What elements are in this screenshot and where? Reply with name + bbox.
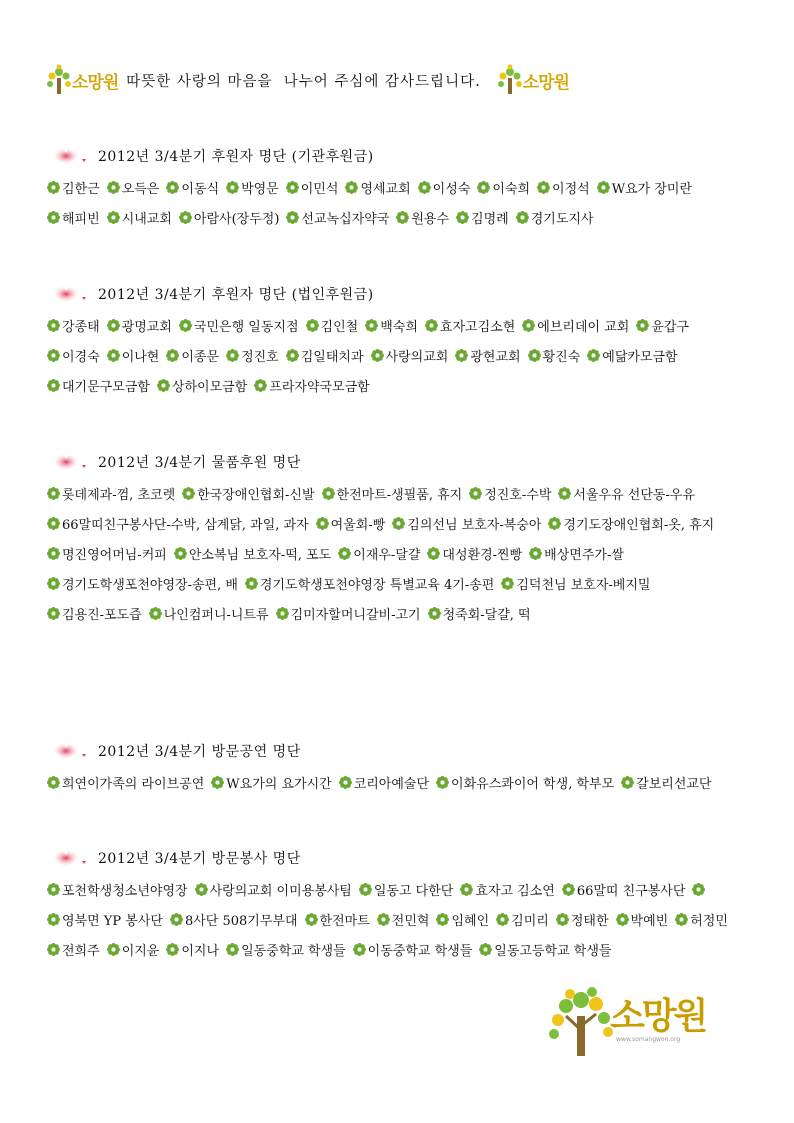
clover-leaf-icon <box>521 318 536 333</box>
name-item <box>46 541 167 571</box>
name-text: 영세교회 <box>360 182 411 197</box>
name-text: 김인철 <box>320 320 359 335</box>
name-text: 이경숙 <box>62 350 100 365</box>
name-list <box>46 175 746 235</box>
name-text: 상하이모금함 <box>171 380 248 395</box>
name-text: 광명교회 <box>121 320 172 335</box>
name-item <box>555 907 609 937</box>
name-item <box>395 205 449 235</box>
name-item <box>344 175 410 205</box>
name-item <box>674 907 728 937</box>
name-item <box>275 601 421 631</box>
clover-leaf-icon <box>148 606 163 621</box>
section-title <box>46 449 746 475</box>
tree-icon <box>546 986 616 1058</box>
name-text: 대기문구모금함 <box>62 380 150 395</box>
clover-leaf-icon <box>468 486 483 501</box>
name-text: 롯데제과-껌, 초코렛 <box>62 488 176 503</box>
name-text: 김명례 <box>471 212 509 227</box>
clover-leaf-icon <box>344 180 359 195</box>
name-text: 에브리데이 교회 <box>537 320 630 335</box>
name-item <box>210 770 331 800</box>
name-text: 정진호 <box>241 350 279 365</box>
name-text: 박영문 <box>241 182 279 197</box>
heart-bullet <box>46 847 92 869</box>
clover-leaf-icon <box>46 210 61 225</box>
name-item <box>454 343 520 373</box>
section-title <box>46 845 746 871</box>
name-text: 사랑의교회 이미용봉사팀 <box>209 884 352 899</box>
clover-leaf-icon <box>46 546 61 561</box>
heart-bullet <box>46 451 92 473</box>
clover-leaf-icon <box>674 912 689 927</box>
clover-leaf-icon <box>435 775 450 790</box>
section-title-text: 2012년 3/4분기 방문봉사 명단 <box>98 851 301 867</box>
clover-leaf-icon <box>370 348 385 363</box>
clover-leaf-icon <box>225 942 240 957</box>
clover-leaf-icon <box>391 516 406 531</box>
clover-leaf-icon <box>46 516 61 531</box>
name-item <box>424 313 515 343</box>
name-text: 효자고 김소연 <box>475 884 555 899</box>
name-text: 정진호-수박 <box>484 488 552 503</box>
tree-icon <box>44 64 74 96</box>
clover-leaf-icon <box>454 348 469 363</box>
name-item <box>528 541 624 571</box>
name-text: 66말띠 친구봉사단 <box>576 884 686 899</box>
name-text: 오득은 <box>121 182 160 197</box>
name-item <box>46 907 163 937</box>
clover-leaf-icon <box>315 516 330 531</box>
clover-leaf-icon <box>352 942 367 957</box>
name-text: 국민은행 일동지점 <box>193 320 299 335</box>
name-text: 여울회-빵 <box>330 518 386 533</box>
clover-leaf-icon <box>515 210 530 225</box>
name-text: 김용진-포도즙 <box>62 608 142 623</box>
clover-leaf-icon <box>417 180 432 195</box>
name-text: 김미자할머니갈비-고기 <box>290 608 421 623</box>
tree-icon <box>495 64 525 96</box>
somangwon-logo-right <box>495 63 569 97</box>
name-item <box>46 937 100 967</box>
clover-leaf-icon <box>210 775 225 790</box>
clover-leaf-icon <box>691 882 706 897</box>
name-text: 일동중학교 학생들 <box>241 944 346 959</box>
name-text: 이화유스콰이어 학생, 학부모 <box>451 777 615 792</box>
name-text: 이종문 <box>181 350 220 365</box>
clover-leaf-icon <box>547 516 562 531</box>
name-list <box>46 481 746 631</box>
name-item <box>106 937 160 967</box>
name-item <box>315 511 386 541</box>
clover-leaf-icon <box>46 882 61 897</box>
name-item <box>691 877 707 907</box>
name-text: 아람사(장두정) <box>193 212 280 227</box>
clover-leaf-icon <box>305 318 320 333</box>
clover-leaf-icon <box>46 912 61 927</box>
section-title <box>46 143 746 169</box>
clover-leaf-icon <box>181 486 196 501</box>
name-text: 이숙희 <box>492 182 531 197</box>
name-item <box>194 877 352 907</box>
name-text: 대성환경-찐빵 <box>442 548 523 563</box>
name-text: 청죽회-달걀, 떡 <box>442 608 531 623</box>
name-list <box>46 313 746 403</box>
clover-leaf-icon <box>106 942 121 957</box>
name-item <box>46 877 188 907</box>
name-item <box>46 313 100 343</box>
name-text: 서울우유 선단동-우유 <box>573 488 695 503</box>
name-text: 김한근 <box>62 182 100 197</box>
clover-leaf-icon <box>165 180 180 195</box>
clover-leaf-icon <box>46 606 61 621</box>
name-item <box>106 343 160 373</box>
name-item <box>181 481 314 511</box>
name-item <box>285 205 389 235</box>
name-text: 전희주 <box>62 944 100 959</box>
name-item <box>253 373 369 403</box>
clover-leaf-icon <box>426 546 441 561</box>
clover-leaf-icon <box>459 882 474 897</box>
clover-leaf-icon <box>106 210 121 225</box>
clover-leaf-icon <box>194 882 209 897</box>
clover-leaf-icon <box>337 546 352 561</box>
clover-leaf-icon <box>586 348 601 363</box>
name-text: 선교녹십자약국 <box>301 212 390 227</box>
name-item <box>225 343 279 373</box>
name-text: 시내교회 <box>121 212 172 227</box>
name-text: 김일태치과 <box>300 350 364 365</box>
name-item <box>173 541 331 571</box>
name-item <box>435 907 489 937</box>
name-text: 예닮카모금함 <box>602 350 678 365</box>
name-item <box>178 205 280 235</box>
clover-leaf-icon <box>46 775 61 790</box>
bottom-logo-url: www.somangwon.org <box>616 1036 681 1043</box>
clover-leaf-icon <box>500 576 515 591</box>
name-item <box>459 877 554 907</box>
clover-leaf-icon <box>46 378 61 393</box>
clover-leaf-icon <box>46 180 61 195</box>
name-text: 명진영어머님-커피 <box>62 548 167 563</box>
clover-leaf-icon <box>285 210 300 225</box>
name-item <box>635 313 689 343</box>
name-text: 66말띠친구봉사단-수박, 삼계닭, 과일, 과자 <box>62 518 309 533</box>
name-item <box>468 481 551 511</box>
name-text: 한전마트-생필품, 휴지 <box>336 488 463 503</box>
name-item <box>391 511 541 541</box>
name-item <box>495 907 549 937</box>
name-text: 원용수 <box>411 212 450 227</box>
name-item <box>46 373 150 403</box>
name-item <box>370 343 449 373</box>
clover-leaf-icon <box>106 180 121 195</box>
name-item <box>106 313 172 343</box>
name-item <box>527 343 581 373</box>
name-text: 8사단 508기무부대 <box>184 914 298 929</box>
name-text: 사랑의교회 <box>385 350 449 365</box>
clover-leaf-icon <box>338 775 353 790</box>
name-item <box>478 937 611 967</box>
name-text: 허정민 <box>690 914 728 929</box>
clover-leaf-icon <box>225 180 240 195</box>
name-item <box>376 907 430 937</box>
name-item <box>169 907 298 937</box>
clover-leaf-icon <box>395 210 410 225</box>
name-item <box>305 313 359 343</box>
name-item <box>337 541 420 571</box>
name-item <box>615 907 669 937</box>
clover-leaf-icon <box>285 348 300 363</box>
clover-leaf-icon <box>178 210 193 225</box>
header-line <box>44 62 644 98</box>
clover-leaf-icon <box>253 378 268 393</box>
name-item <box>46 205 100 235</box>
name-item <box>596 175 692 205</box>
clover-leaf-icon <box>304 912 319 927</box>
name-text: 이지윤 <box>121 944 160 959</box>
section-institution-donors <box>46 143 746 235</box>
clover-leaf-icon <box>106 348 121 363</box>
clover-leaf-icon <box>376 912 391 927</box>
name-text: 경기도학생포천야영장 특별교육 4기-송편 <box>259 578 495 593</box>
clover-leaf-icon <box>536 180 551 195</box>
clover-leaf-icon <box>596 180 611 195</box>
name-text: 김미리 <box>511 914 549 929</box>
name-item <box>285 343 364 373</box>
clover-leaf-icon <box>244 576 259 591</box>
clover-leaf-icon <box>46 318 61 333</box>
name-item <box>106 175 160 205</box>
name-item <box>561 877 686 907</box>
name-text: 갈보리선교단 <box>636 777 712 792</box>
clover-leaf-icon <box>165 348 180 363</box>
name-item <box>178 313 299 343</box>
clover-leaf-icon <box>46 486 61 501</box>
name-item <box>46 770 204 800</box>
name-item <box>244 571 494 601</box>
name-text: 나인컴퍼니-니트류 <box>163 608 269 623</box>
clover-leaf-icon <box>46 942 61 957</box>
name-text: W요가의 요가시간 <box>226 777 332 792</box>
section-visit-volunteers <box>46 845 746 967</box>
name-text: 한국장애인협회-신발 <box>197 488 315 503</box>
clover-leaf-icon <box>615 912 630 927</box>
name-item <box>46 601 142 631</box>
name-item <box>225 175 279 205</box>
name-item <box>156 373 247 403</box>
section-visit-performances <box>46 738 746 800</box>
name-item <box>165 175 219 205</box>
clover-leaf-icon <box>169 912 184 927</box>
clover-leaf-icon <box>476 180 491 195</box>
name-text: 포천학생청소년야영장 <box>62 884 188 899</box>
clover-leaf-icon <box>178 318 193 333</box>
name-text: 광현교회 <box>470 350 521 365</box>
name-text: 희연이가족의 라이브공연 <box>62 777 205 792</box>
name-item <box>106 205 172 235</box>
clover-leaf-icon <box>528 546 543 561</box>
name-item <box>500 571 650 601</box>
name-item <box>547 511 714 541</box>
clover-leaf-icon <box>455 210 470 225</box>
logo-text: 소망원 <box>72 72 119 93</box>
name-item <box>304 907 370 937</box>
name-text: 영북면 YP 봉사단 <box>62 914 163 929</box>
name-item <box>476 175 530 205</box>
name-text: 강종태 <box>62 320 100 335</box>
name-item <box>165 937 219 967</box>
name-text: 프라자약국모금함 <box>269 380 370 395</box>
name-item <box>352 937 473 967</box>
clover-leaf-icon <box>321 486 336 501</box>
clover-leaf-icon <box>275 606 290 621</box>
heart-bullet <box>46 145 92 167</box>
name-item <box>46 343 100 373</box>
name-item <box>46 511 309 541</box>
name-item <box>46 175 100 205</box>
clover-leaf-icon <box>106 318 121 333</box>
logo-text: 소망원 <box>522 72 569 93</box>
name-list <box>46 877 746 967</box>
section-title <box>46 281 746 307</box>
name-item <box>417 175 471 205</box>
name-text: 이민석 <box>300 182 339 197</box>
name-item <box>620 770 711 800</box>
name-item <box>426 541 522 571</box>
section-title-text: 2012년 3/4분기 방문공연 명단 <box>98 744 301 760</box>
clover-leaf-icon <box>156 378 171 393</box>
clover-leaf-icon <box>46 348 61 363</box>
name-list <box>46 770 746 800</box>
name-text: 황진숙 <box>542 350 581 365</box>
name-text: 정태한 <box>570 914 609 929</box>
name-item <box>148 601 269 631</box>
name-item <box>536 175 590 205</box>
clover-leaf-icon <box>364 318 379 333</box>
name-text: 이정석 <box>552 182 590 197</box>
heart-bullet <box>46 740 92 762</box>
name-text: 윤갑구 <box>651 320 689 335</box>
clover-leaf-icon <box>46 576 61 591</box>
name-text: 안소복님 보호자-떡, 포도 <box>188 548 332 563</box>
name-item <box>521 313 629 343</box>
heart-icon <box>46 145 92 167</box>
name-text: 이성숙 <box>432 182 471 197</box>
clover-leaf-icon <box>358 882 373 897</box>
name-item <box>364 313 418 343</box>
name-item <box>46 481 175 511</box>
name-item <box>358 877 453 907</box>
bottom-logo-text: 소망원 <box>610 996 706 1037</box>
name-text: 이지나 <box>181 944 220 959</box>
name-item <box>515 205 594 235</box>
name-item <box>165 343 219 373</box>
clover-leaf-icon <box>561 882 576 897</box>
name-item <box>557 481 695 511</box>
clover-leaf-icon <box>527 348 542 363</box>
section-title-text: 2012년 3/4분기 후원자 명단 (법인후원금) <box>98 287 374 303</box>
name-text: 김덕천님 보호자-베지밀 <box>516 578 651 593</box>
name-item <box>46 571 238 601</box>
name-text: 임혜인 <box>451 914 490 929</box>
heart-icon <box>46 847 92 869</box>
name-text: 박예빈 <box>630 914 669 929</box>
name-item <box>338 770 429 800</box>
name-text: 백숙희 <box>380 320 418 335</box>
name-text: 일동고 다한단 <box>373 884 454 899</box>
name-text: 이나현 <box>121 350 160 365</box>
clover-leaf-icon <box>427 606 442 621</box>
somangwon-logo-left <box>44 63 118 97</box>
clover-leaf-icon <box>557 486 572 501</box>
clover-leaf-icon <box>225 348 240 363</box>
name-item <box>225 937 346 967</box>
name-text: W요가 장미란 <box>611 182 693 197</box>
name-item <box>321 481 463 511</box>
section-corporate-donors <box>46 281 746 403</box>
clover-leaf-icon <box>495 912 510 927</box>
clover-leaf-icon <box>478 942 493 957</box>
heart-icon <box>46 451 92 473</box>
name-text: 김의선님 보호자-복숭아 <box>407 518 542 533</box>
clover-leaf-icon <box>435 912 450 927</box>
name-text: 이동중학교 학생들 <box>367 944 473 959</box>
clover-leaf-icon <box>635 318 650 333</box>
section-title-text: 2012년 3/4분기 후원자 명단 (기관후원금) <box>98 149 374 165</box>
name-item <box>586 343 677 373</box>
name-text: 경기도학생포천야영장-송편, 배 <box>62 578 238 593</box>
heart-icon <box>46 740 92 762</box>
name-text: 전민혁 <box>391 914 430 929</box>
clover-leaf-icon <box>555 912 570 927</box>
name-text: 이재우-달걀 <box>353 548 421 563</box>
name-text: 한전마트 <box>319 914 370 929</box>
name-item <box>455 205 509 235</box>
clover-leaf-icon <box>285 180 300 195</box>
clover-leaf-icon <box>173 546 188 561</box>
section-title-text: 2012년 3/4분기 물품후원 명단 <box>98 455 301 471</box>
heart-bullet <box>46 283 92 305</box>
name-text: 경기도지사 <box>530 212 594 227</box>
name-text: 효자고김소현 <box>439 320 516 335</box>
name-text: 배상면주가-쌀 <box>544 548 624 563</box>
name-text: 경기도장애인협회-옷, 휴지 <box>563 518 715 533</box>
section-goods-donors <box>46 449 746 631</box>
name-text: 이동식 <box>181 182 220 197</box>
section-title <box>46 738 746 764</box>
clover-leaf-icon <box>620 775 635 790</box>
name-item <box>285 175 339 205</box>
somangwon-logo-bottom <box>546 986 716 1056</box>
name-item <box>427 601 531 631</box>
heart-icon <box>46 283 92 305</box>
name-text: 코리아예술단 <box>353 777 430 792</box>
name-item <box>435 770 614 800</box>
clover-leaf-icon <box>165 942 180 957</box>
clover-leaf-icon <box>424 318 439 333</box>
name-text: 해피빈 <box>62 212 100 227</box>
name-text: 일동고등학교 학생들 <box>494 944 612 959</box>
thanks-message: 따뜻한 사랑의 마음을 나누어 주심에 감사드립니다. <box>126 73 481 90</box>
